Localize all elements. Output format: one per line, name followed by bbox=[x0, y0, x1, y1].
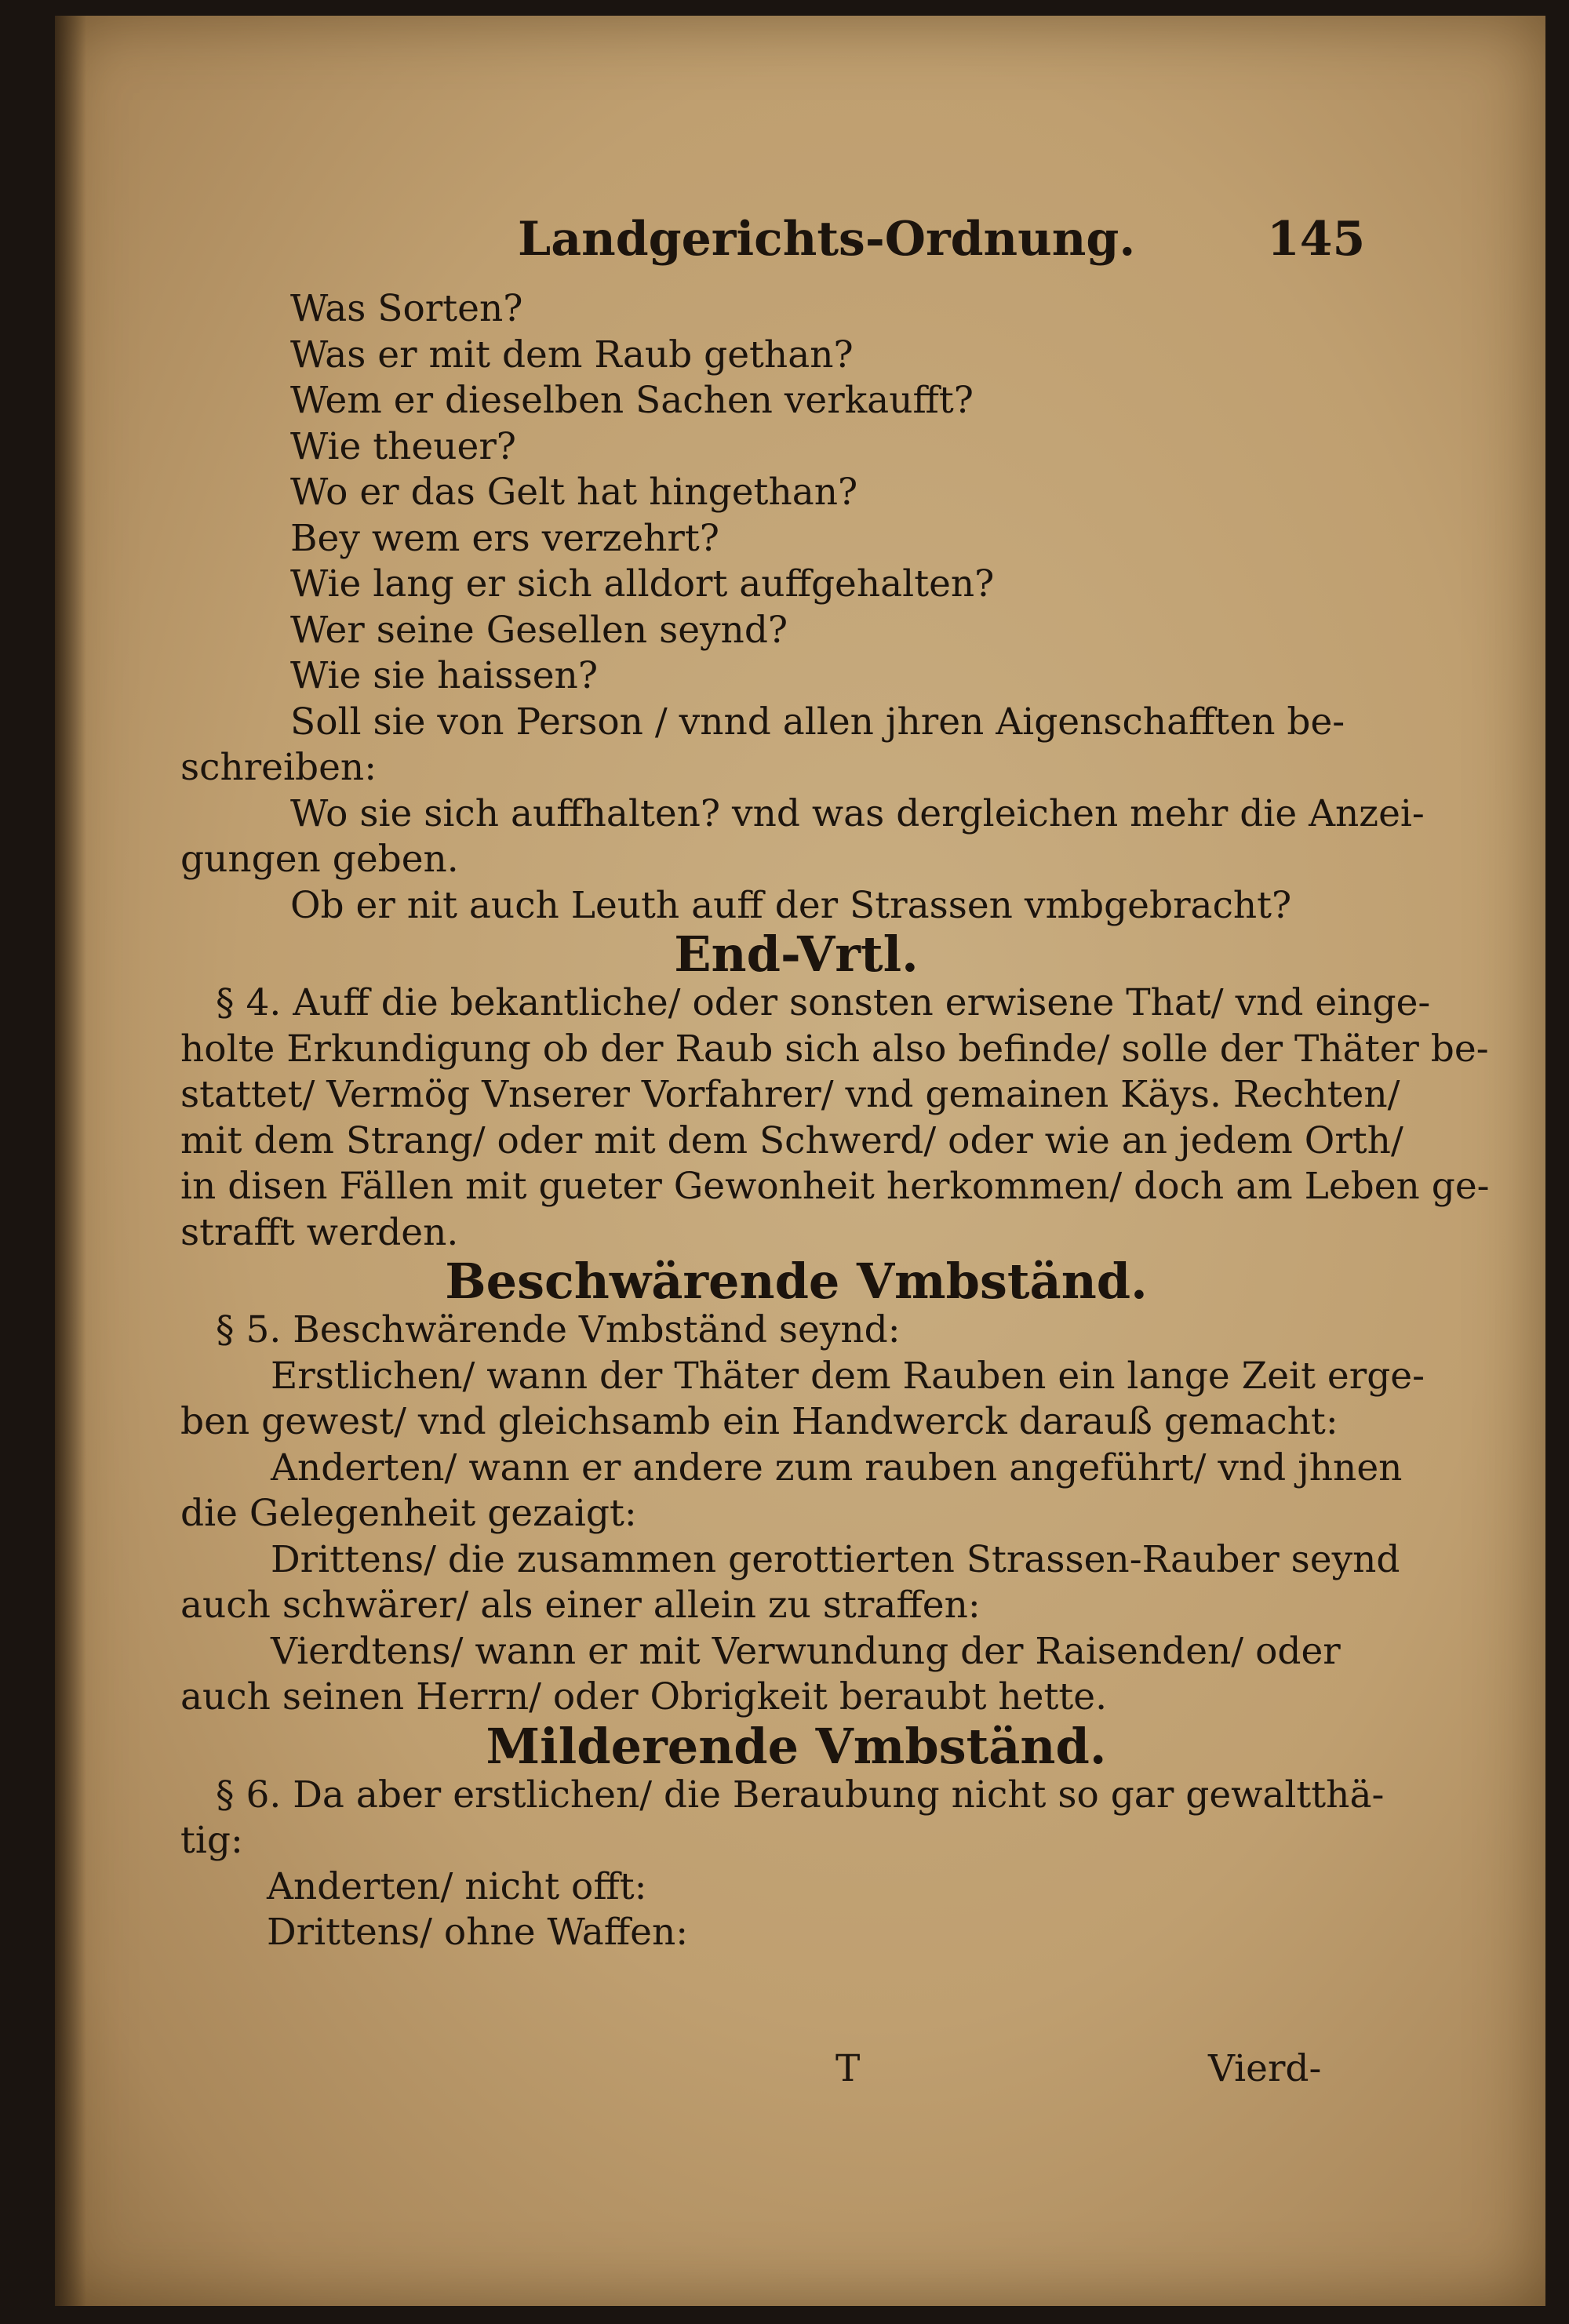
text-line: Was Sorten? bbox=[290, 287, 523, 330]
text-line: Wer seine Gesellen seynd? bbox=[290, 608, 788, 652]
text-line: Wie theuer? bbox=[290, 424, 516, 468]
text-line: Anderten/ nicht offt: bbox=[267, 1864, 647, 1908]
page-body bbox=[180, 286, 1490, 1956]
page-gutter-shadow bbox=[55, 16, 86, 2306]
text-line: Wie sie haissen? bbox=[290, 654, 599, 697]
running-head-title: Landgerichts-Ordnung. bbox=[518, 212, 1136, 267]
text-line: Wie lang er sich alldort auffgehalten? bbox=[290, 562, 995, 606]
section-heading: End-Vrtl. bbox=[674, 926, 919, 983]
text-line: § 5. Beschwärende Vmbständ seynd: bbox=[216, 1308, 901, 1351]
signature-mark: T bbox=[835, 2047, 861, 2090]
text-line: Bey wem ers verzehrt? bbox=[290, 516, 719, 560]
book-page bbox=[55, 16, 1545, 2306]
text-line: strafft werden. bbox=[180, 1210, 459, 1254]
section-heading: Beschwärende Vmbständ. bbox=[445, 1253, 1148, 1310]
text-line: die Gelegenheit gezaigt: bbox=[180, 1492, 637, 1535]
text-line: Was er mit dem Raub gethan? bbox=[290, 333, 854, 376]
text-line: Wo sie sich auffhalten? vnd was dergleichen mehr die Anzei- bbox=[290, 791, 1425, 835]
text-line: stattet/ Vermög Vnserer Vorfahrer/ vnd gemainen Käys. Rechten/ bbox=[180, 1073, 1400, 1116]
text-line: gungen geben. bbox=[180, 838, 459, 881]
text-line: tig: bbox=[180, 1819, 243, 1862]
text-line: auch seinen Herrn/ oder Obrigkeit beraubt hette. bbox=[180, 1675, 1108, 1718]
text-line: Soll sie von Person / vnnd allen jhren Aigenschafften be- bbox=[290, 700, 1345, 744]
text-line: Anderten/ wann er andere zum rauben angeführt/ vnd jhnen bbox=[271, 1446, 1403, 1489]
text-line: mit dem Strang/ oder mit dem Schwerd/ oder wie an jedem Orth/ bbox=[180, 1118, 1403, 1162]
text-line: Vierdtens/ wann er mit Verwundung der Raisenden/ oder bbox=[271, 1629, 1341, 1673]
text-line: § 6. Da aber erstlichen/ die Beraubung nicht so gar gewaltthä- bbox=[216, 1773, 1385, 1817]
text-line: Drittens/ die zusammen gerottierten Strassen-Rauber seynd bbox=[271, 1537, 1400, 1581]
catchword: Vierd- bbox=[1208, 2047, 1322, 2090]
text-line: ben gewest/ vnd gleichsamb ein Handwerck darauß gemacht: bbox=[180, 1400, 1338, 1443]
page-footer bbox=[55, 2047, 1545, 2102]
text-line: schreiben: bbox=[180, 746, 377, 789]
text-line: in disen Fällen mit gueter Gewonheit herkommen/ doch am Leben ge- bbox=[180, 1165, 1490, 1208]
text-line: Ob er nit auch Leuth auff der Strassen vmbgebracht? bbox=[290, 883, 1292, 927]
text-line: Drittens/ ohne Waffen: bbox=[267, 1911, 689, 1954]
text-line: holte Erkundigung ob der Raub sich also befinde/ solle der Thäter be- bbox=[180, 1027, 1489, 1071]
text-line: Wo er das Gelt hat hingethan? bbox=[290, 471, 858, 514]
section-heading: Milderende Vmbständ. bbox=[486, 1717, 1107, 1775]
page-number: 145 bbox=[1267, 212, 1366, 267]
running-head bbox=[55, 212, 1545, 275]
text-line: auch schwärer/ als einer allein zu straffen: bbox=[180, 1584, 981, 1627]
text-line: Erstlichen/ wann der Thäter dem Rauben ein lange Zeit erge- bbox=[271, 1354, 1425, 1398]
text-line: Wem er dieselben Sachen verkaufft? bbox=[290, 379, 974, 422]
text-line: § 4. Auff die bekantliche/ oder sonsten erwisene That/ vnd einge- bbox=[216, 981, 1431, 1024]
